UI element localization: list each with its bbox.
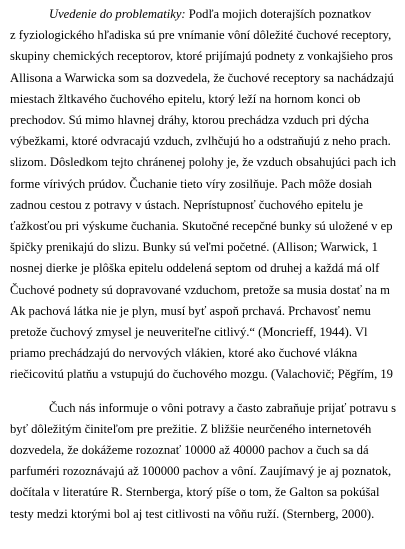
paragraph-1-line: miestach žltkavého čuchového epitelu, ktorý leží na hornom konci ob: [10, 92, 361, 106]
paragraph-2-line: dozvedela, že dokážeme rozoznať 10000 až 40000 pachov a čuch sa dá: [10, 443, 369, 457]
paragraph-1-line: Čuchové podnety sú dopravované vzduchom, pretože sa musia dostať na m: [10, 283, 390, 297]
intro-text: Podľa mojich doterajších poznatkov: [185, 7, 372, 21]
paragraph-1-line: riečicovitú platňu a vstupujú do čuchového mozgu. (Valachovič; Pěgřím, 19: [10, 367, 393, 381]
intro-heading: Uvedenie do problematiky:: [49, 7, 186, 21]
paragraph-1-line: Allisona a Warwicka som sa dozvedela, že čuchové receptory sa nachádzajú: [10, 71, 394, 85]
paragraph-1-line: prechodov. Sú mimo hlavnej dráhy, ktorou prechádza vzduch pri dýcha: [10, 113, 369, 127]
paragraph-1-line: skupiny chemických receptorov, ktoré prijímajú podnety z vonkajšieho pros: [10, 49, 393, 63]
paragraph-2-line: testy medzi ktorými bol aj test citlivosti na vôňu ruží. (Sternberg, 2000).: [10, 507, 375, 521]
paragraph-1-line: z fyziologického hľadiska sú pre vnímanie vôní dôležité čuchové receptory,: [10, 28, 392, 42]
paragraph-1-line: špičky prenikajú do slizu. Bunky sú veľmi početné. (Allison; Warwick, 1: [10, 240, 378, 254]
paragraph-1-line: výbežkami, ktoré odvracajú vzduch, zvlhčujú ho a odstraňujú z neho prach.: [10, 134, 391, 148]
paragraph-2-line: dočítala v literatúre R. Sternberga, ktorý píše o tom, že Galton sa pokúšal: [10, 485, 380, 499]
paragraph-1-line: zadnou cestou z potravy v ústach. Neprístupnosť čuchového epitelu je: [10, 198, 364, 212]
paragraph-1-line: slizom. Dôsledkom tejto chránenej polohy je, že vzduch obsahujúci pach ich: [10, 155, 397, 169]
paragraph-2-line: parfuméri rozoznávajú až 100000 pachov a vôní. Zaujímavý je aj poznatok,: [10, 464, 392, 478]
paragraph-1-line: priamo prechádzajú do nervových vlákien, ktoré ako čuchové vlákna: [10, 346, 358, 360]
paragraph-1-line: forme vírivých prúdov. Čuchanie tieto víry zosilňuje. Pach môže dosiah: [10, 177, 372, 191]
paragraph-1-line: nosnej dierke je plôška epitelu oddelená septom od druhej a každá má olf: [10, 261, 380, 275]
paragraph-1-line-1: [49, 8, 371, 21]
paragraph-1-line: Ak pachová látka nie je plyn, musí byť aspoň prchavá. Prchavosť nemu: [10, 304, 371, 318]
paragraph-1-line: pretože čuchový zmysel je neuveriteľne citlivý.“ (Moncrieff, 1944). Vl: [10, 325, 368, 339]
paragraph-2-line: byť dôležitým činiteľom pre prežitie. Z bližšie neurčeného internetovéh: [10, 422, 372, 436]
paragraph-2-line-1: Čuch nás informuje o vôni potravy a často zabraňuje prijať potravu s: [49, 401, 397, 415]
paragraph-1-line: ťažkosťou pri výskume čuchania. Skutočné recepčné bunky sú uložené v ep: [10, 219, 393, 233]
